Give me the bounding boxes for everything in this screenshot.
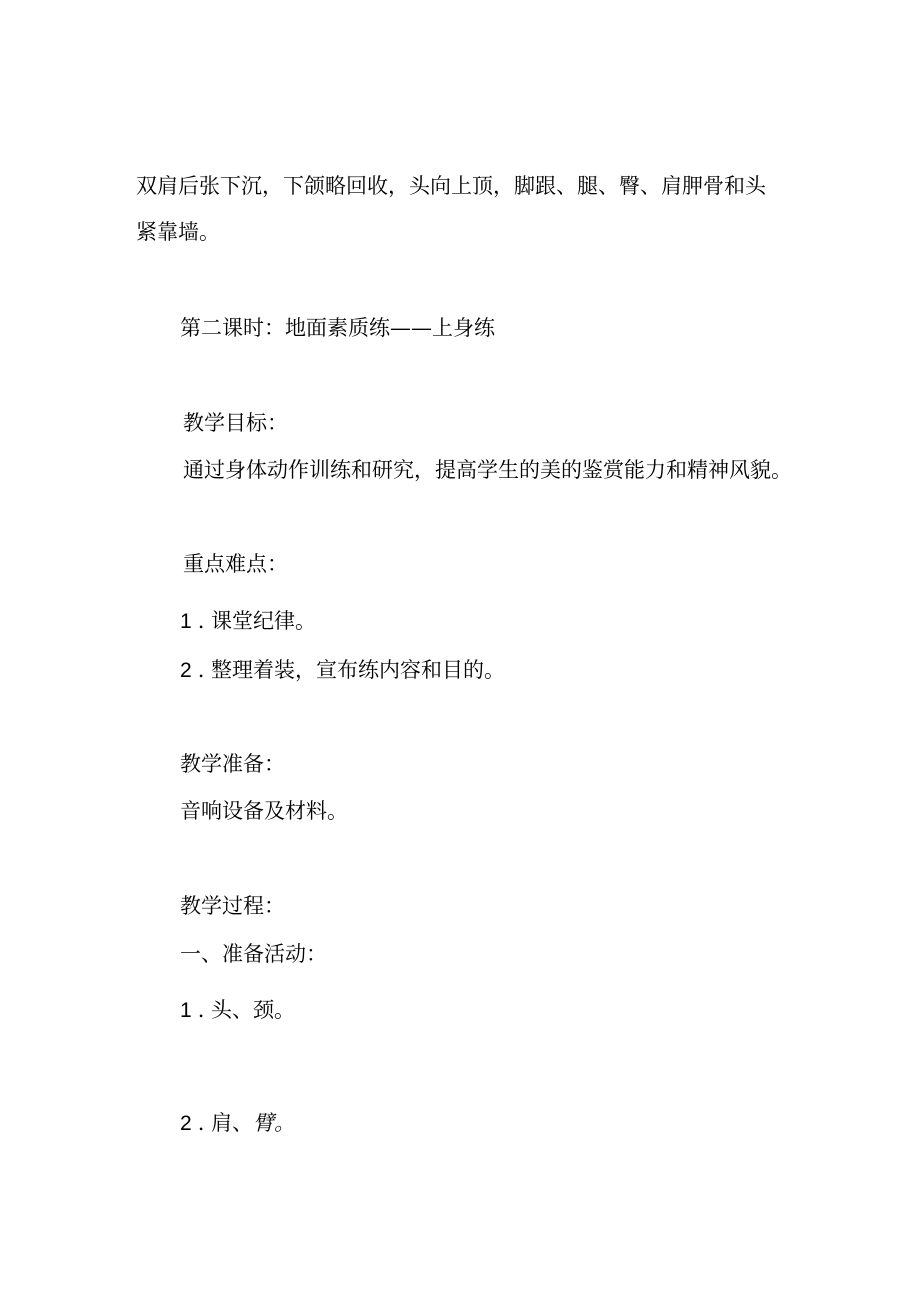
list-item-text: . 头、颈。 <box>197 998 296 1022</box>
paragraph-line-1: 双肩后张下沉，下颌略回收，头向上顶，脚跟、腿、臀、肩胛骨和头 <box>136 174 766 198</box>
list-number: 1 <box>180 610 192 633</box>
preparation-heading: 教学准备： <box>180 752 285 776</box>
paragraph-line-2: 紧靠墙。 <box>136 220 220 244</box>
process-section-1: 一、准备活动： <box>180 942 327 966</box>
key-points-heading: 重点难点： <box>183 552 288 576</box>
key-point-item-1 <box>180 607 316 636</box>
list-item-text: . 整理着装，宣布练内容和目的。 <box>197 658 506 682</box>
list-number: 2 <box>180 659 192 682</box>
list-item-text: . 课堂纪律。 <box>197 609 317 633</box>
key-point-item-2 <box>180 656 505 685</box>
process-item-2 <box>180 1109 295 1138</box>
process-heading: 教学过程： <box>180 894 285 918</box>
objectives-heading: 教学目标： <box>183 411 288 435</box>
preparation-text: 音响设备及材料。 <box>180 799 348 823</box>
list-number: 1 <box>180 999 192 1022</box>
list-item-text-italic: 臂。 <box>253 1111 296 1135</box>
objectives-text: 通过身体动作训练和研究，提高学生的美的鉴赏能力和精神风貌。 <box>183 458 792 482</box>
list-item-text: . 肩、 <box>197 1111 254 1135</box>
process-item-1 <box>180 996 295 1025</box>
list-number: 2 <box>180 1112 192 1135</box>
lesson-title: 第二课时：地面素质练——上身练 <box>180 316 495 340</box>
